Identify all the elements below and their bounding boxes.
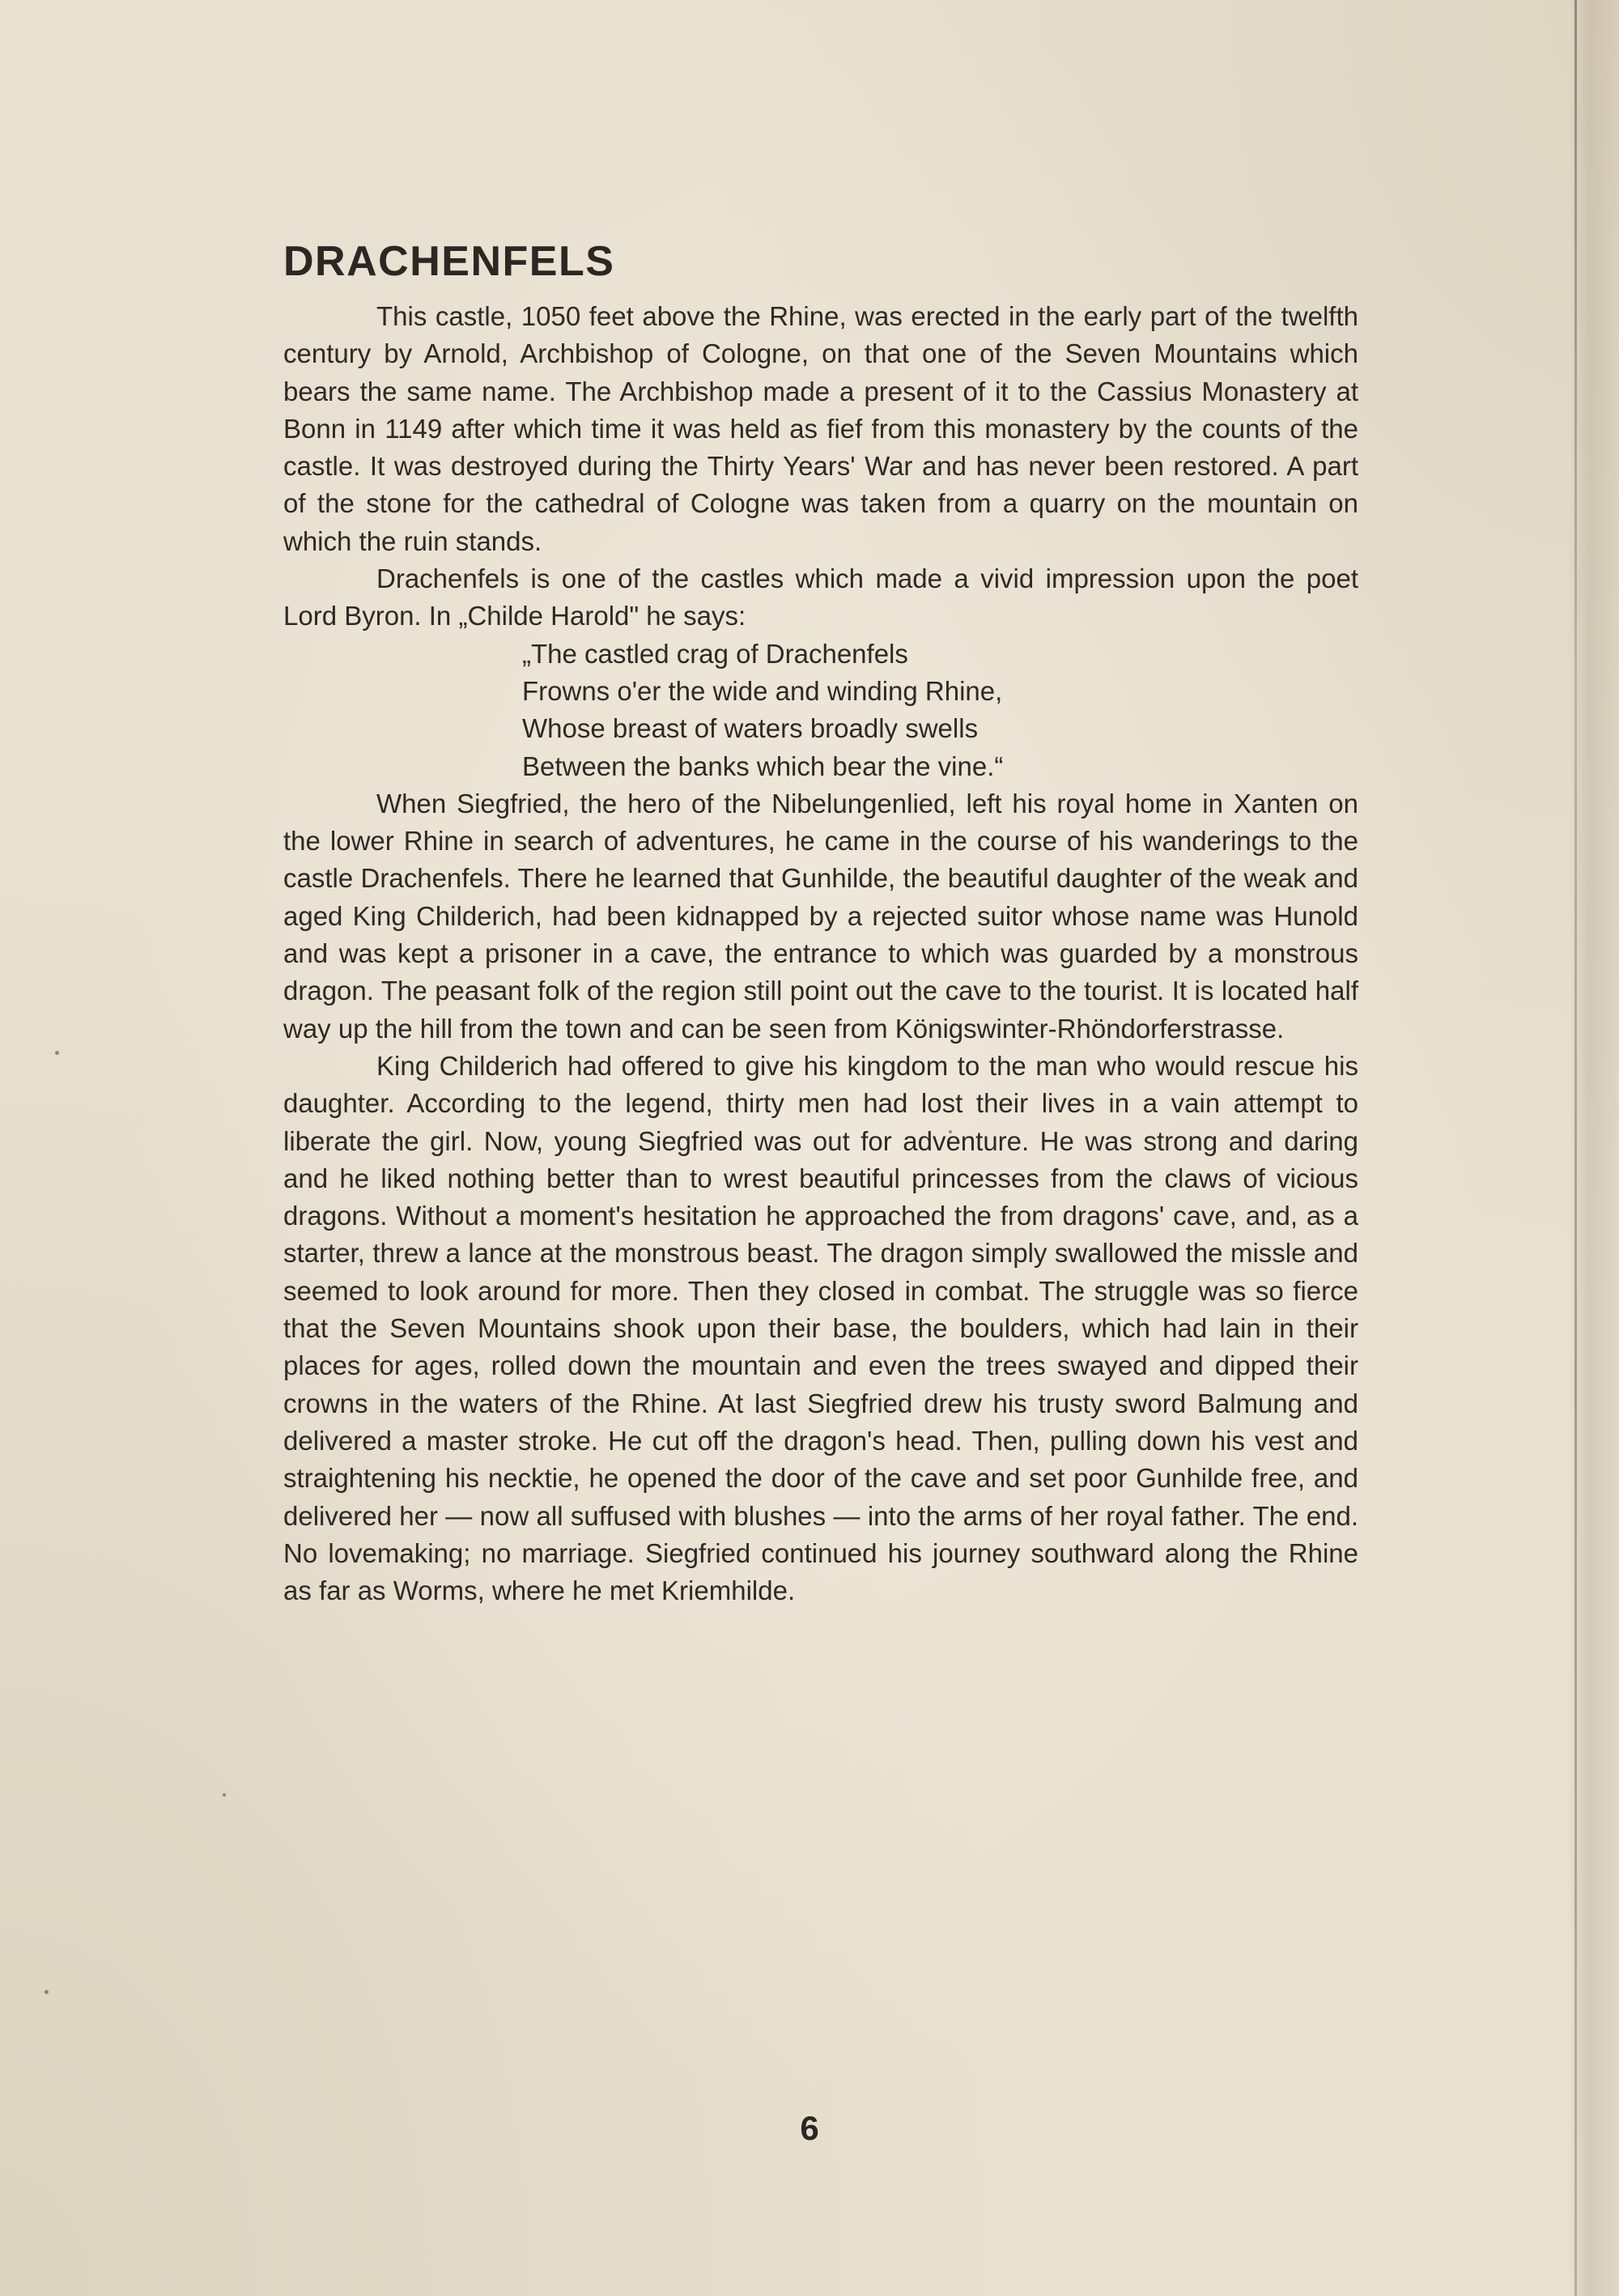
paragraph-rescue: King Childerich had offered to give his kingdom to the man who would rescue his daughter. According to the legend, thirty men had lost their lives in a vain attempt to liberate the girl. Now, young Siegfried was out for adventure. He was strong and daring and he liked nothing better than to wrest beautiful princesses from the claws of vicious dragons. Without a moment's hesitation he approached the from dragons' cave, and, as a starter, threw a lance at the monstrous beast. The dragon simply swallowed the missle and seemed to look around for more. Then they closed in combat. The struggle was so fierce that the Seven Mountains shook upon their base, the boulders, which had lain in their places for ages, rolled down the mountain and even the trees swayed and dipped their crowns in the waters of the Rhine. At last Siegfried drew his trusty sword Balmung and delivered a master stroke. He cut off the dragon's head. Then, pulling down his vest and straightening his necktie, he opened the door of the cave and set poor Gunhilde free, and delivered her — now all suffused with blushes — into the arms of her royal father. The end. No lovemaking; no marriage. Siegfried continued his journey southward along the Rhine as far as Worms, where he met Kriemhilde.	[283, 1050, 1358, 1606]
article-title: DRACHENFELS	[283, 238, 615, 285]
paragraph-history: This castle, 1050 feet above the Rhine, was erected in the early part of the twelfth century by Arnold, Archbishop of Cologne, on that one of the Seven Mountains which bears the same name. The Archbishop made a present of it to the Cassius Monastery at Bonn in 1149 after which time it was held as fief from this monastery by the counts of the castle. It was destroyed during the Thirty Years' War and has never been restored. A part of the stone for the cathedral of Cologne was taken from a quarry on the mountain on which the ruin stands.	[283, 301, 1358, 556]
paper-speck	[223, 1793, 226, 1796]
paragraph-byron: Drachenfels is one of the castles which made a vivid impression upon the poet Lord Byron. In „Childe Harold" he says:	[283, 563, 1358, 631]
verse-line: Between the banks which bear the vine.“	[522, 750, 1004, 781]
paragraph-siegfried: When Siegfried, the hero of the Nibelungenlied, left his royal home in Xanten on the lower Rhine in search of adventures, he came in the course of his wanderings to the castle Drachenfels. There he learned that Gunhilde, the beautiful daughter of the weak and aged King Childerich, had been kidnapped by a rejected suitor whose name was Hunold and was kept a prisoner in a cave, the entrance to which was guarded by a monstrous dragon. The peasant folk of the region still point out the cave to the tourist. It is located half way up the hill from the town and can be seen from Königswinter-Rhöndorferstrasse.	[283, 788, 1358, 1044]
article	[283, 235, 1358, 1609]
paper-speck	[55, 1051, 59, 1055]
verse-line: Whose breast of waters broadly swells	[522, 713, 979, 744]
binding-fold	[1574, 0, 1577, 2296]
byron-verse	[283, 636, 1358, 785]
verse-line: „The castled crag of Drachenfels	[522, 638, 908, 669]
paper-speck	[45, 1990, 49, 1994]
verse-line: Frowns o'er the wide and winding Rhine,	[522, 675, 1003, 706]
page-number: 6	[800, 2109, 819, 2147]
